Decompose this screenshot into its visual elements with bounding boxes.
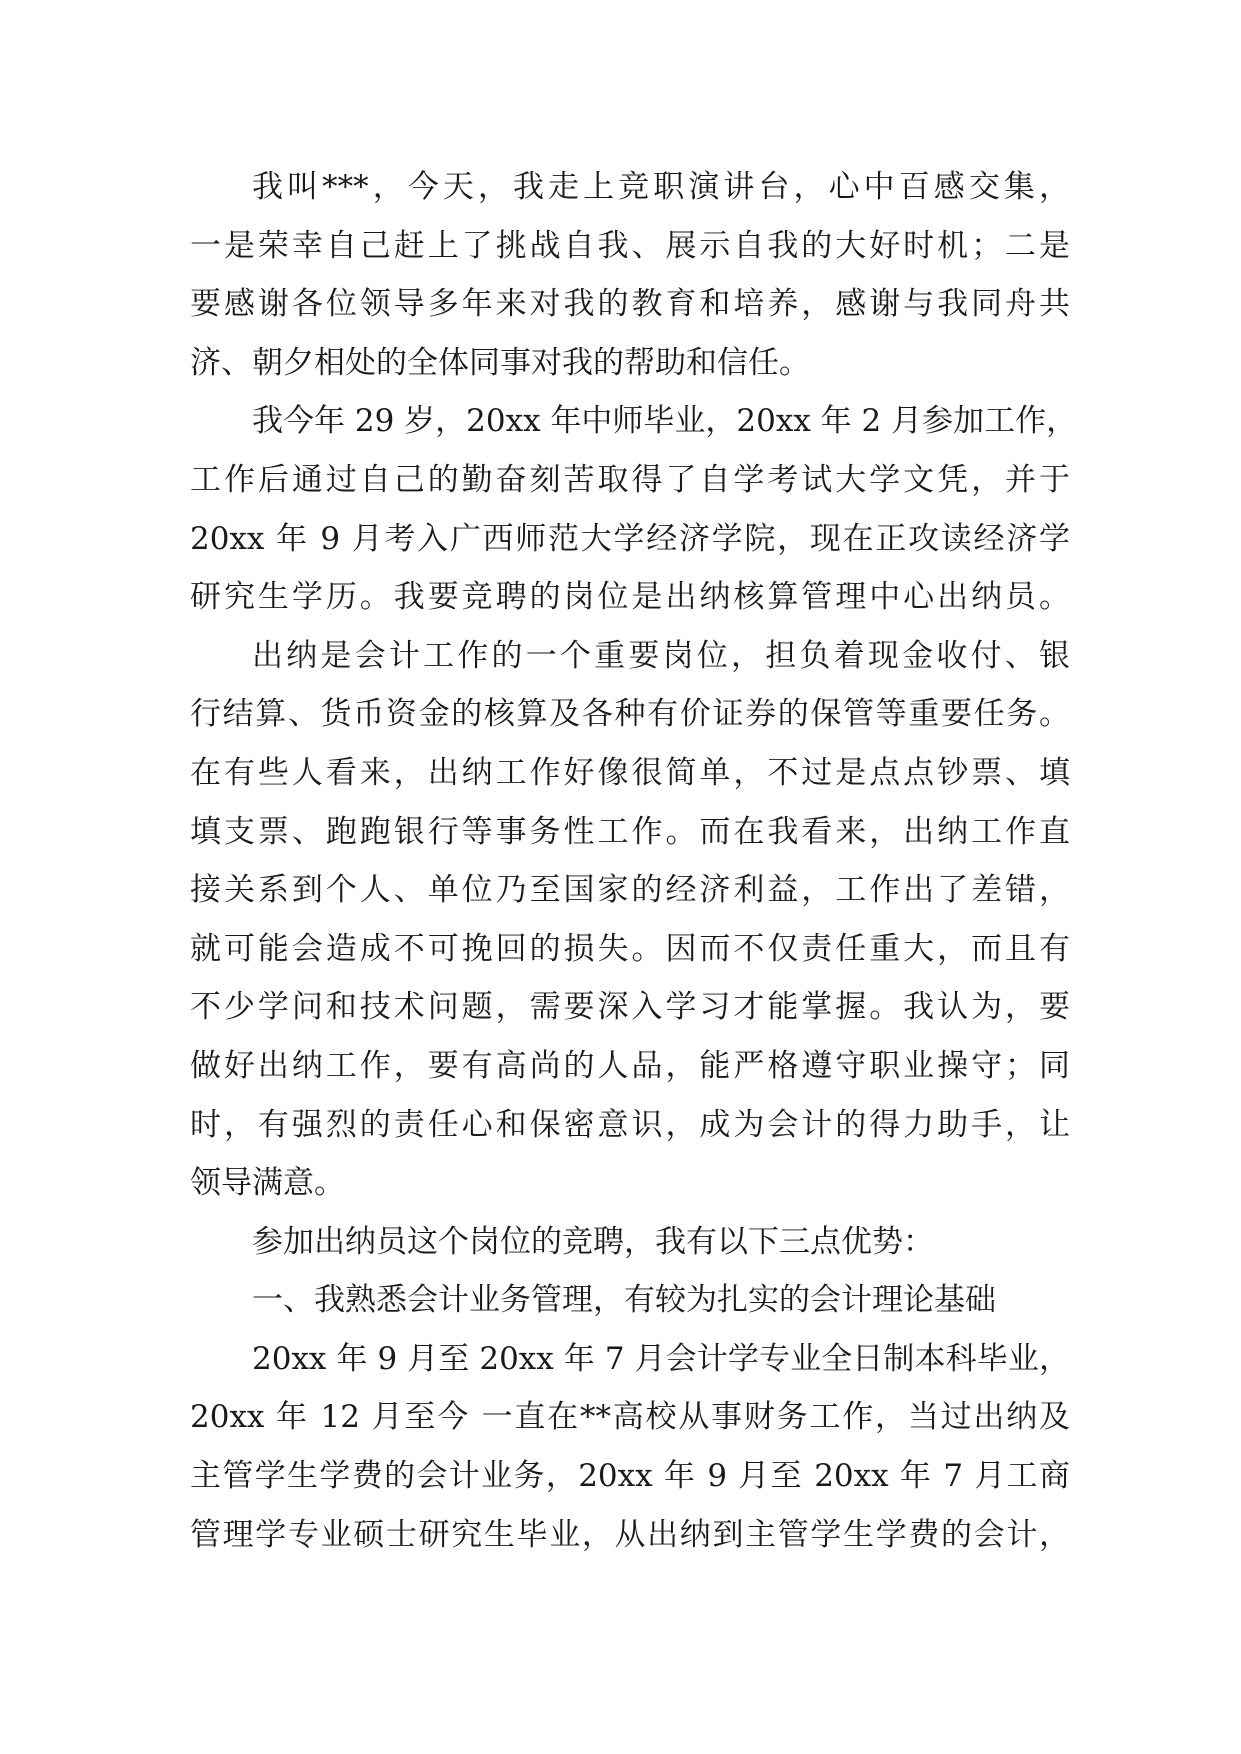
text-line: 工作后通过自己的勤奋刻苦取得了自学考试大学文凭，并于: [190, 461, 1070, 498]
text-line: 我叫***，今天，我走上竞职演讲台，心中百感交集，: [252, 169, 1070, 205]
text-line: 研究生学历。我要竞聘的岗位是出纳核算管理中心出纳员。: [190, 579, 1070, 616]
text-line: 不少学问和技术问题，需要深入学习才能掌握。我认为，要: [190, 989, 1070, 1026]
text-line: 我今年 29 岁，20xx 年中师毕业，20xx 年 2 月参加工作，: [252, 403, 1078, 440]
text-line: 接关系到个人、单位乃至国家的经济利益，工作出了差错，: [190, 872, 1070, 909]
text-line: 济、朝夕相处的全体同事对我的帮助和信任。: [190, 344, 810, 381]
text-line: 填支票、跑跑银行等事务性工作。而在我看来，出纳工作直: [190, 813, 1070, 850]
text-line: 在有些人看来，出纳工作好像很简单，不过是点点钞票、填: [190, 754, 1070, 791]
text-line: 行结算、货币资金的核算及各种有价证券的保管等重要任务。: [190, 696, 1070, 733]
text-line: 一、我熟悉会计业务管理，有较为扎实的会计理论基础: [252, 1282, 996, 1319]
text-line: 领导满意。: [190, 1165, 345, 1202]
text-line: 20xx 年 9 月至 20xx 年 7 月会计学专业全日制本科毕业，: [252, 1340, 1070, 1377]
text-line: 就可能会造成不可挽回的损失。因而不仅责任重大，而且有: [190, 930, 1070, 967]
text-line: 20xx 年 9 月考入广西师范大学经济学院，现在正攻读经济学: [190, 520, 1070, 557]
text-line: 主管学生学费的会计业务，20xx 年 9 月至 20xx 年 7 月工商: [190, 1458, 1070, 1495]
text-line: 一是荣幸自己赶上了挑战自我、展示自我的大好时机；二是: [190, 227, 1070, 264]
text-line: 20xx 年 12 月至今 一直在**高校从事财务工作，当过出纳及: [190, 1399, 1070, 1436]
text-line: 管理学专业硕士研究生毕业，从出纳到主管学生学费的会计，: [190, 1516, 1070, 1553]
text-line: 时，有强烈的责任心和保密意识，成为会计的得力助手，让: [190, 1106, 1070, 1143]
text-line: 出纳是会计工作的一个重要岗位，担负着现金收付、银: [252, 637, 1070, 674]
text-line: 做好出纳工作，要有高尚的人品，能严格遵守职业操守；同: [190, 1047, 1070, 1084]
text-line: 参加出纳员这个岗位的竞聘，我有以下三点优势：: [252, 1223, 934, 1260]
text-line: 要感谢各位领导多年来对我的教育和培养，感谢与我同舟共: [190, 286, 1070, 323]
document-body: [190, 158, 1078, 1564]
